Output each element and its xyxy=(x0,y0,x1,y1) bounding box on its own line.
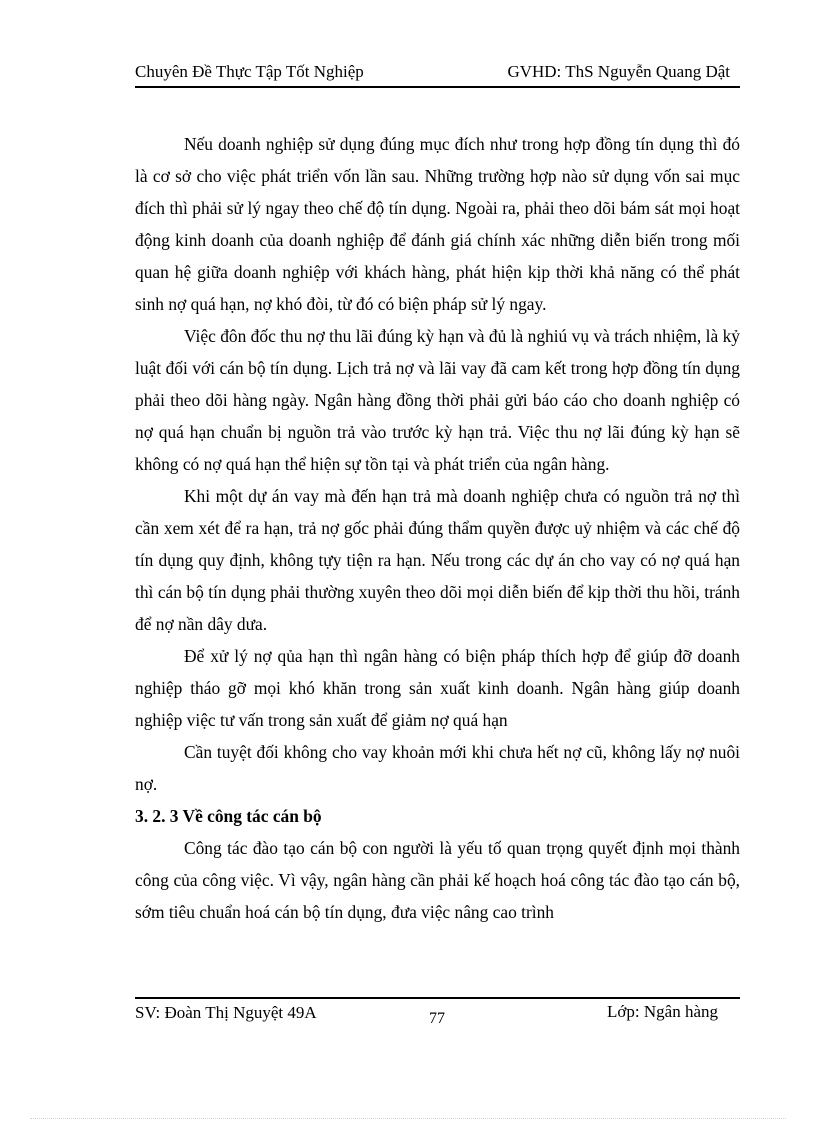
paragraph: Để xử lý nợ qủa hạn thì ngân hàng có biện pháp thích hợp để giúp đỡ doanh nghiệp tháo gỡ mọi khó khăn trong sản xuất kinh doanh. Ngân hàng giúp doanh nghiệp việc tư vấn trong sản xuất để giảm nợ quá hạn xyxy=(135,646,740,730)
section-heading: 3. 2. 3 Về công tác cán bộ xyxy=(135,806,322,826)
footer-divider xyxy=(135,997,740,999)
document-title: Chuyên Đề Thực Tập Tốt Nghiệp xyxy=(135,62,364,81)
student-name: SV: Đoàn Thị Nguyệt 49A xyxy=(135,1003,317,1022)
paragraph: Cần tuyệt đối không cho vay khoản mới khi chưa hết nợ cũ, không lấy nợ nuôi nợ. xyxy=(135,742,740,794)
document-body xyxy=(135,128,740,928)
paragraph: Khi một dự án vay mà đến hạn trả mà doanh nghiệp chưa có nguồn trả nợ thì cần xem xét để ra hạn, trả nợ gốc phải đúng thẩm quyền được uỷ nhiệm và các chế độ tín dụng quy định, không tựy tiện ra hạn. Nếu trong các dự án cho vay có nợ quá hạn thì cán bộ tín dụng phải thường xuyên theo dõi mọi diễn biến để kịp thời thu hồi, tránh để nợ nần dây dưa. xyxy=(135,486,740,634)
class-label: Lớp: Ngân hàng xyxy=(607,1002,718,1021)
page-header xyxy=(135,58,740,88)
page-edge xyxy=(30,1118,786,1119)
page-number: 77 xyxy=(429,1010,445,1027)
supervisor-label: GVHD: ThS Nguyễn Quang Dật xyxy=(507,62,730,81)
paragraph: Nếu doanh nghiệp sử dụng đúng mục đích như trong hợp đồng tín dụng thì đó là cơ sở cho việc phát triển vốn lần sau. Những trường hợp nào sử dụng vốn sai mục đích thì phải sử lý ngay theo chế độ tín dụng. Ngoài ra, phải theo dõi bám sát mọi hoạt động kinh doanh của doanh nghiệp để đánh giá chính xác những diễn biến trong mối quan hệ giữa doanh nghiệp với khách hàng, phát hiện kịp thời khả năng có thể phát sinh nợ quá hạn, nợ khó đòi, từ đó có biện pháp sử lý ngay. xyxy=(135,134,740,314)
paragraph: Công tác đào tạo cán bộ con người là yếu tố quan trọng quyết định mọi thành công của công việc. Vì vậy, ngân hàng cần phải kế hoạch hoá công tác đào tạo cán bộ, sớm tiêu chuẩn hoá cán bộ tín dụng, đưa việc nâng cao trình xyxy=(135,838,740,922)
paragraph: Việc đôn đốc thu nợ thu lãi đúng kỳ hạn và đủ là nghiú vụ và trách nhiệm, là kỷ luật đối với cán bộ tín dụng. Lịch trả nợ và lãi vay đã cam kết trong hợp đồng tín dụng phải theo dõi hàng ngày. Ngân hàng đồng thời phải gửi báo cáo cho doanh nghiệp có nợ quá hạn chuẩn bị nguồn trả vào trước kỳ hạn trả. Việc thu nợ lãi đúng kỳ hạn sẽ không có nợ quá hạn thể hiện sự tồn tại và phát triển của ngân hàng. xyxy=(135,326,740,474)
